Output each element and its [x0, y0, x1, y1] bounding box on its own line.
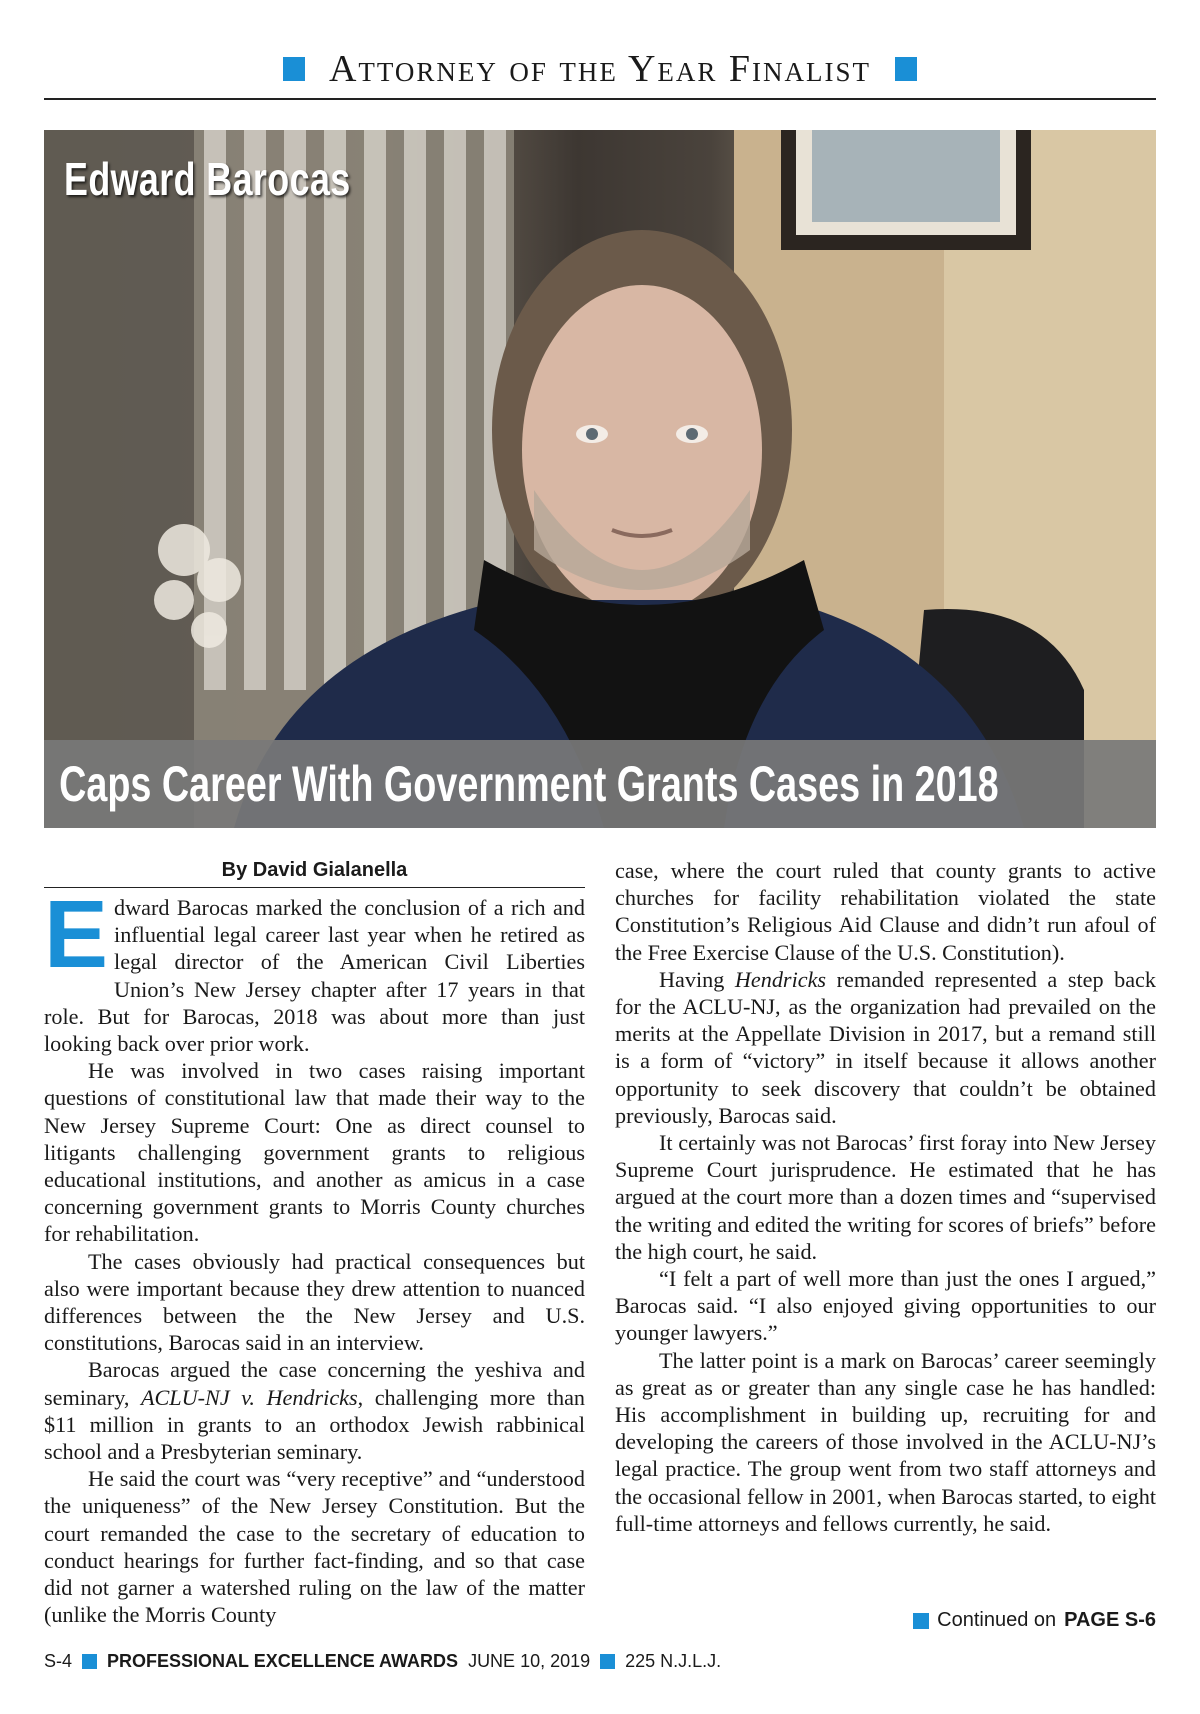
section-name: PROFESSIONAL EXCELLENCE AWARDS — [107, 1651, 459, 1671]
headline-bar — [44, 740, 1156, 828]
blue-square-icon — [913, 1613, 929, 1629]
subject-name: Edward Barocas — [64, 153, 351, 205]
article-paragraph: Edward Barocas marked the conclusion of a rich and influential legal career last year when he retired as legal director of the American Civil Liberties Union’s New Jersey chapter after 17 years in that role. But for Barocas, 2018 was about more than just looking back over prior work. — [44, 881, 585, 1057]
blue-square-icon — [283, 57, 305, 81]
article-paragraph: The latter point is a mark on Barocas’ career seemingly as great as or greater than any single case he has handled: His accomplishment in building up, recruiting for and developing the careers of those involved in the ACLU-NJ’s legal practice. The group went from two staff attorneys and the occasional fellow in 2001, when Barocas started, to eight full-time attorneys and fellows currently, he said. — [615, 1347, 1156, 1536]
article-paragraph: The cases obviously had practical consequences but also were important because they drew attention to nuanced differences between the the New Jersey and U.S. constitutions, Barocas said in an interview. — [44, 1248, 585, 1356]
article-headline: Caps Career With Government Grants Cases in 2018 — [59, 756, 999, 812]
article-paragraph: It certainly was not Barocas’ first foray into New Jersey Supreme Court jurisprudence. He estimated that he has argued at the court more than a dozen times and “supervised the writing and edited the writing for scores of briefs” before the high court, he said. — [615, 1130, 1156, 1264]
portrait-illustration — [44, 130, 1156, 828]
case-name: Hendricks — [734, 966, 827, 992]
article-paragraph: He was involved in two cases raising important questions of constitutional law that made their way to the New Jersey Supreme Court: One as direct counsel to litigants challenging government grants to religious educational institutions, and another as amicus in a case concerning government grants to Morris County churches for rehabilitation. — [44, 1058, 585, 1247]
article-paragraph: “I felt a part of well more than just the ones I argued,” Barocas said. “I also enjoyed giving opportunities to our younger lawyers.” — [615, 1266, 1156, 1346]
section-title: Attorney of the Year Finalist — [328, 48, 872, 90]
page-number: S-4 — [44, 1651, 73, 1671]
blue-square-icon — [895, 57, 917, 81]
article-paragraph: Having Hendricks remanded represented a step back for the ACLU-NJ, as the organization had prevailed on the merits at the Appellate Division in 2017, but a remand still is a form of “victory” in itself because it allows another opportunity to seek discovery that couldn’t be obtained previously, Barocas said. — [615, 966, 1156, 1128]
article-paragraph: He said the court was “very receptive” and “understood the uniqueness” of the New Jersey Constitution. But the court remanded the case to the secretary of education to conduct hearings for further fact-finding, and so that case did not garner a watershed ruling on the law of the matter (unlike the Morris County — [44, 1466, 585, 1628]
blue-square-icon — [600, 1654, 615, 1669]
case-name: ACLU-NJ v. Hendricks — [140, 1384, 358, 1410]
portrait-photo — [44, 130, 1156, 828]
article-column-left — [44, 857, 585, 1628]
citation: 225 N.J.L.J. — [625, 1651, 722, 1671]
article-column-right — [615, 857, 1156, 1537]
section-header — [44, 40, 1156, 100]
issue-date: JUNE 10, 2019 — [468, 1651, 591, 1671]
drop-cap: E — [44, 881, 109, 988]
blue-square-icon — [82, 1654, 97, 1669]
page-footer — [44, 1651, 721, 1672]
article-paragraph: Barocas argued the case concerning the yeshiva and seminary, ACLU-NJ v. Hendricks, challenging more than $11 million in grants to an orthodox Jewish rabbinical school and a Presbyterian seminary. — [44, 1357, 586, 1465]
continued-target: PAGE S-6 — [1064, 1609, 1156, 1631]
article-paragraph: case, where the court ruled that county grants to active churches for facility rehabilitation violated the state Constitution’s Religious Aid Clause and didn’t run afoul of the Free Exercise Clause of the U.S. Constitution). — [615, 858, 1156, 965]
byline: By David Gialanella — [44, 857, 585, 888]
continued-link[interactable] — [913, 1609, 1156, 1632]
continued-prefix: Continued on — [937, 1609, 1057, 1631]
